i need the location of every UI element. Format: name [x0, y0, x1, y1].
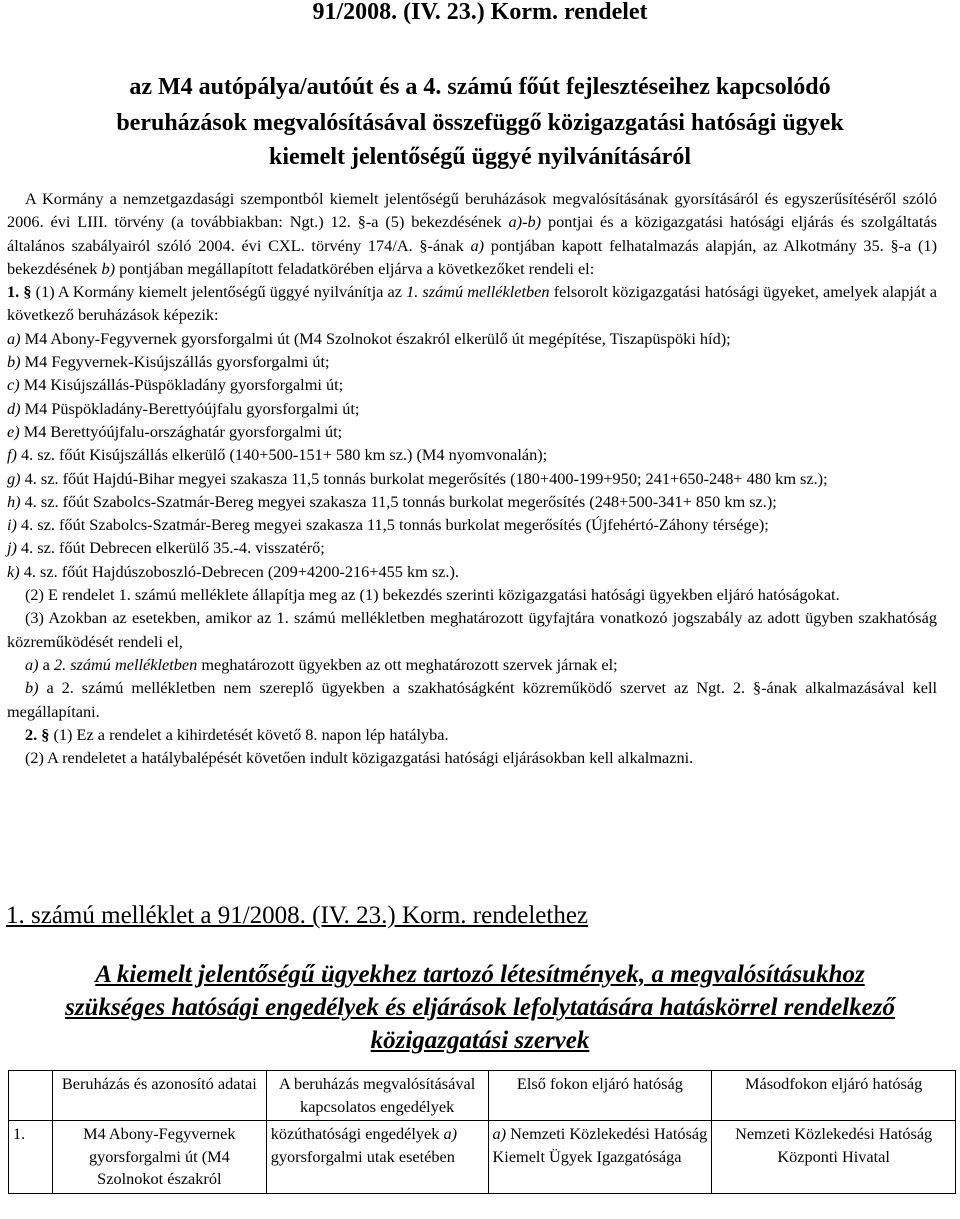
section-1-item-j: j) 4. sz. főút Debrecen elkerülő 35.-4. visszatérő;: [7, 538, 325, 558]
section-1-item-g: g) 4. sz. főút Hajdú-Bihar megyei szakasza 11,5 tonnás burkolat megerősítés (180+400-199+950; 241+650-248+ 480 km sz.);: [7, 468, 828, 488]
table-cell-second-instance: Nemzeti Közlekedési Hatóság Központi Hivatal: [712, 1121, 956, 1194]
annex-heading-line-2: szükséges hatósági engedélyek és eljárások lefolytatására hatáskörrel rendelkező: [65, 994, 895, 1021]
section-2-paragraph-1: 2. § (1) Ez a rendelet a kihirdetését követő 8. napon lép hatályba.: [25, 724, 449, 744]
section-2-paragraph-2: (2) A rendeletet a hatálybalépését követően indult közigazgatási hatósági eljárásokban kell alkalmazni.: [25, 748, 694, 768]
table-cell-num: 1.: [9, 1121, 53, 1194]
table-cell-first-instance: a) Nemzeti Közlekedési Hatóság Kiemelt Ügyek Igazgatósága: [488, 1121, 712, 1194]
section-1-item-e: e) M4 Berettyóújfalu-országhatár gyorsforgalmi út;: [7, 421, 343, 441]
table-header-project: Beruházás és azonosító adatai: [52, 1071, 266, 1121]
document-title: 91/2008. (IV. 23.) Korm. rendelet: [312, 0, 648, 25]
table-cell-project: M4 Abony-Fegyvernek gyorsforgalmi út (M4 Szolnokot északról: [52, 1121, 266, 1194]
section-1-paragraph-3b: b) a 2. számú mellékletben nem szereplő ügyekben a szakhatóságként közreműködő szervet az Ngt. 2. §-ának alkalmazásával kell megállapítani.: [7, 678, 937, 721]
section-1-item-a: a) M4 Abony-Fegyvernek gyorsforgalmi út (M4 Szolnokot északról elkerülő út megépítése, Tiszapüspöki híd);: [7, 328, 731, 348]
document-subtitle-line-3: kiemelt jelentőségű üggyé nyilvánításáról: [269, 144, 691, 170]
annex-heading-line-3: közigazgatási szervek: [370, 1027, 590, 1054]
section-1-paragraph-3: (3) Azokban az esetekben, amikor az 1. számú mellékletben meghatározott ügyfajtára vonatkozó jogszabály az adott ügyben szakhatóság közreműködését rendeli el,: [7, 608, 937, 651]
table-header-row: [9, 1071, 956, 1121]
section-1-paragraph-3a: a) a 2. számú mellékletben meghatározott ügyekben az ott meghatározott szervek járnak el;: [25, 654, 618, 674]
section-1-item-c: c) M4 Kisújszállás-Püspökladány gyorsforgalmi út;: [7, 375, 344, 395]
table-row: [9, 1121, 956, 1194]
document-subtitle-line-1: az M4 autópálya/autóút és a 4. számú főút fejlesztéseihez kapcsolódó: [129, 74, 831, 100]
table-header-first-instance: Első fokon eljáró hatóság: [488, 1071, 712, 1121]
table-header-permits: A beruházás megvalósításával kapcsolatos engedélyek: [266, 1071, 488, 1121]
section-1-item-d: d) M4 Püspökladány-Berettyóújfalu gyorsforgalmi út;: [7, 398, 360, 418]
annex-heading-line-1: A kiemelt jelentőségű ügyekhez tartozó létesítmények, a megvalósításukhoz: [95, 961, 865, 988]
body-text: [7, 187, 937, 769]
document-subtitle-line-2: beruházások megvalósításával összefüggő közigazgatási hatósági ügyek: [116, 110, 844, 136]
table-header-second-instance: Másodfokon eljáró hatóság: [712, 1071, 956, 1121]
annex-title: 1. számú melléklet a 91/2008. (IV. 23.) Korm. rendelethez: [6, 902, 589, 929]
section-1-item-k: k) 4. sz. főút Hajdúszoboszló-Debrecen (209+4200-216+455 km sz.).: [7, 561, 459, 581]
section-1-paragraph: 1. § (1) A Kormány kiemelt jelentőségű üggyé nyilvánítja az 1. számú mellékletben felsorolt közigazgatási hatósági ügyeket, amelyek alapját a következő beruházások képezik:: [7, 282, 938, 325]
preamble-paragraph: A Kormány a nemzetgazdasági szempontból kiemelt jelentőségű beruházások megvalósításának gyorsításáról és egyszerűsítéséről szóló 2006. évi LIII. törvény (a továbbiakban: Ngt.) 12. §-a (5) bekezdésének a)-b) pontjai és a közigazgatási hatósági eljárás és szolgáltatás általános szabályairól szóló 2004. évi CXL. törvény 174/A. §-ának a) pontjában kapott felhatalmazás alapján, az Alkotmány 35. §-a (1) bekezdésének b) pontjában megállapított feladatkörében eljárva a következőket rendeli el:: [7, 189, 937, 278]
section-1-item-b: b) M4 Fegyvernek-Kisújszállás gyorsforgalmi út;: [7, 352, 330, 372]
table-header-num: [9, 1071, 53, 1121]
annex-heading: [0, 958, 960, 1057]
section-1-item-f: f) 4. sz. főút Kisújszállás elkerülő (140+500-151+ 580 km sz.) (M4 nyomvonalán);: [7, 445, 548, 465]
section-1-item-h: h) 4. sz. főút Szabolcs-Szatmár-Bereg megyei szakasza 11,5 tonnás burkolat megerősítés (248+500-341+ 850 km sz.);: [7, 491, 777, 511]
annex-table: [8, 1070, 956, 1194]
table-cell-permits: közúthatósági engedélyek a) gyorsforgalmi utak esetében: [266, 1121, 488, 1194]
section-1-paragraph-2: (2) E rendelet 1. számú melléklete állapítja meg az (1) bekezdés szerinti közigazgatási hatósági ügyekben eljáró hatóságokat.: [25, 585, 840, 605]
section-1-item-i: i) 4. sz. főút Szabolcs-Szatmár-Bereg megyei szakasza 11,5 tonnás burkolat megerősítés (Újfehértó-Záhony térsége);: [7, 515, 769, 535]
